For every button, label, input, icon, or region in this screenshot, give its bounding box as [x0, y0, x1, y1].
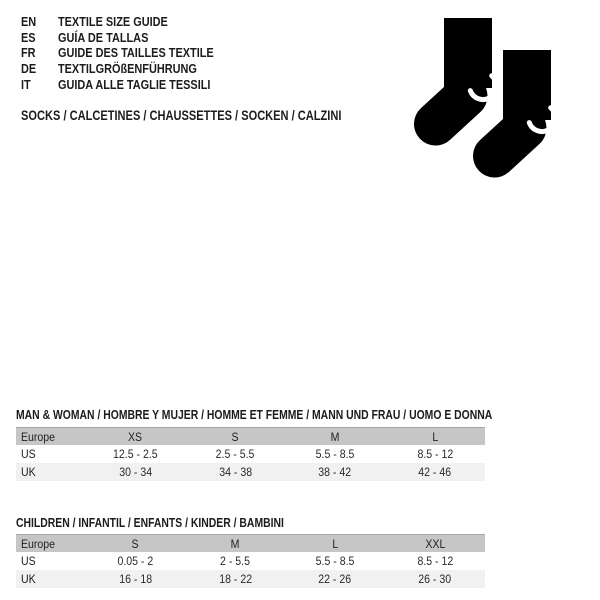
socks-icon [414, 18, 559, 180]
language-code: ES [21, 29, 36, 45]
size-cell: 42 - 46 [418, 465, 452, 479]
table-row-uk [16, 570, 485, 588]
table-title-children [16, 516, 351, 530]
language-code: EN [21, 14, 37, 29]
column-header-region: Europe [21, 430, 56, 444]
language-label: GUIDE DES TAILLES TEXTILE [57, 45, 214, 61]
sock-right-shape [495, 50, 556, 156]
language-label: GUÍA DE TALLAS [57, 29, 149, 45]
language-row-fr [21, 45, 214, 61]
size-cell: 38 - 42 [318, 465, 352, 479]
table-row-uk [16, 463, 485, 481]
language-row-de [21, 61, 214, 77]
size-cell: 2 - 5.5 [220, 554, 251, 568]
column-header-size: M [330, 430, 340, 444]
table-row-us [16, 552, 485, 570]
language-code: IT [21, 76, 31, 92]
column-header-size: S [231, 430, 239, 444]
size-cell: 2.5 - 5.5 [215, 447, 255, 461]
product-heading-text: SOCKS / CALCETINES / CHAUSSETTES / SOCKEN / CALZINI [21, 108, 342, 123]
column-header-size: L [332, 537, 339, 551]
language-label: TEXTILGRÖßENFÜHRUNG [57, 61, 197, 77]
language-row-it [21, 77, 214, 93]
size-cell: 5.5 - 8.5 [315, 554, 355, 568]
size-cell: 5.5 - 8.5 [315, 447, 355, 461]
column-header-size: S [131, 537, 139, 551]
language-label: TEXTILE SIZE GUIDE [57, 14, 168, 29]
language-list [21, 14, 250, 92]
language-row-es [21, 30, 214, 46]
table-header-row [16, 427, 485, 445]
sock-left-shape [436, 18, 497, 124]
size-cell: 12.5 - 2.5 [113, 447, 158, 461]
size-cell: 30 - 34 [118, 465, 152, 479]
language-code: DE [21, 61, 37, 77]
table-title-man-woman [16, 408, 600, 422]
table-title-text: CHILDREN / INFANTIL / ENFANTS / KINDER / BAMBINI [16, 515, 284, 530]
size-cell: 34 - 38 [218, 465, 252, 479]
table-title-text: MAN & WOMAN / HOMBRE Y MUJER / HOMME ET FEMME / MANN UND FRAU / UOMO E DONNA [16, 407, 493, 422]
size-cell: 0.05 - 2 [117, 554, 154, 568]
size-cell: 8.5 - 12 [417, 447, 453, 461]
language-code: FR [21, 45, 36, 61]
table-header-row [16, 534, 485, 552]
size-cell: 26 - 30 [418, 572, 452, 586]
row-label: UK [21, 572, 36, 586]
row-label: UK [21, 465, 36, 479]
language-label: GUIDA ALLE TAGLIE TESSILI [57, 76, 211, 92]
size-cell: 22 - 26 [318, 572, 352, 586]
column-header-size: XS [128, 430, 143, 444]
size-cell: 8.5 - 12 [417, 554, 453, 568]
size-table-man-woman [16, 427, 485, 481]
column-header-size: M [230, 537, 240, 551]
column-header-size: L [432, 430, 438, 444]
column-header-size: XXL [425, 537, 445, 551]
column-header-region: Europe [21, 537, 56, 551]
row-label: US [21, 554, 36, 568]
size-cell: 18 - 22 [218, 572, 252, 586]
size-cell: 16 - 18 [118, 572, 152, 586]
language-row-en [21, 14, 214, 30]
product-heading [21, 108, 412, 124]
table-row-us [16, 445, 485, 463]
size-table-children [16, 534, 485, 588]
row-label: US [21, 447, 36, 461]
